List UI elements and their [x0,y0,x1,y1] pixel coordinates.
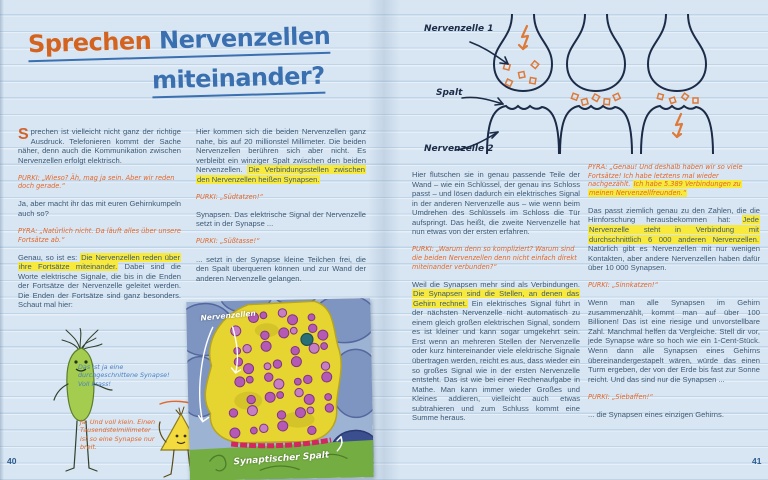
highlighted-text: Ich habe 5.389 Verbindungen zu meinen Nervenzellfreunden.“ [589,180,741,197]
paragraph: Synapsen. Das elektrische Signal der Nervenzelle setzt in der Synapse ... [196,209,366,229]
paragraph-text: Hier kommen sich die beiden Nervenzellen ganz nahe, bis auf 20 millionstel Millimeter. Die beiden Nervenzellen berühren sich aber nicht. Es verbleibt ein winziger Spalt zwischen den beiden Nervenzellen. [196,127,366,175]
dialogue-purki: PURKI: „Siebaffen!“ [588,392,653,401]
title-word-miteinander: miteinander? [152,62,326,99]
left-column-2 [196,127,366,292]
dialogue-purki: PURKI: „Warum denn so kompliziert? Warum sind die beiden Nervenzellen denn nicht einfach direkt miteinander verbunden?“ [412,245,577,271]
dialogue-purki: PURKI: „Sinnkatzen!“ [588,281,658,290]
diagram-label-spalt: Spalt [436,88,463,98]
paragraph: ... die Synapsen eines einzigen Gehirns. [588,409,724,419]
left-column-1 [18,127,181,318]
dialogue-pyra [588,163,760,197]
diagram-label-nervenzelle-2: Nervenzelle 2 [424,144,494,154]
dialogue-purki: PURKI: „Wieso? Äh, mag ja sein. Aber wir reden doch gerade.“ [18,173,175,191]
title-word-nervenzellen: Nervenzellen [158,21,331,55]
dialogue-text: PYRA: „Genau! Und deshalb haben wir so viele Fortsätze! Ich habe letztens mal wieder nachgezählt. [588,163,743,189]
synapse-micrograph [186,298,374,480]
dialogue-purki: PURKI: „Südtatzen!“ [196,192,263,201]
right-column-2 [588,163,760,428]
paragraph-text: Das passt ziemlich genau zu den Zahlen, die die Hirnforschung herausbekommen hat: [588,205,760,225]
paragraph: ... setzt in der Synapse kleine Teilchen frei, die den Spalt überqueren können und zur Wand der anderen Nervenzelle gelangen. [196,254,366,283]
highlighted-text: Jede Nervenzelle steht in Verbindung mit durchschnittlich 6 000 anderen Nervenzellen. [589,215,759,244]
paragraph [412,280,580,423]
title-word-sprechen: Sprechen [27,26,152,59]
photo-label-nervenzellen: Nervenzellen [200,308,257,323]
paragraph-text: Dabei sind die Worte elektrische Signale, die bis in die Enden der Fortsätze der Nervenzelle geleitet werden. Die Enden der Fortsätze sind ganz besonders. Schaut mal hier: [18,262,181,310]
paragraph-text: prechen ist vielleicht nicht ganz der richtige Ausdruck. Telefonieren kommt der Sache näher, denn auch die Kommunikation zwischen Nervenzellen erfolgt elektrisch. [18,127,181,165]
drop-cap: S [18,126,29,143]
paragraph: Hier flutschen sie in genau passende Teile der Wand – wie ein Schlüssel, der genau ins Schloss passt – und lösen dadurch ein elektrisches Signal in der anderen Nervenzelle aus – wie wenn beim Umdrehen des Schlüssels im Schloss die Tür aufspringt. Das heißt, die zweite Nervenzelle hat nun etwas von der ersten erfahren. [412,170,580,237]
page-title-line2 [151,61,326,96]
paragraph [18,127,181,165]
green-neuron-character [42,328,122,476]
speech-bubble-yellow: Ja. Und voll klein. Einen Tausendstelmillimeter ist so eine Synapse nur breit. [80,418,156,452]
highlighted-text: Die Verbindungsstellen zwischen den Nervenzellen heißen Synapsen. [197,165,365,184]
highlighted-text: Die Nervenzellen reden über ihre Fortsätze miteinander. [19,252,181,272]
dialogue-purki: PURKI: „Süßtasse!“ [196,237,260,246]
paragraph [18,253,181,310]
page-title-line1 [27,21,331,59]
paragraph-text: Ein elektrisches Signal führt in der nächsten Nervenzelle nicht automatisch zu einem gleich großen elektrischen Signal, sondern es ist kleiner und kann sogar umgekehrt sein. Erst wenn an mehreren Stellen der Nervenzelle oder kurz hintereinander viele elektrische Signale übertragen werden, reicht es aus, dass wieder ein so großes Signal wie in der ersten Nervenzelle entsteht. Das ist wie bei einer Rechenaufgabe in Mathe. Man kann immer wieder Großes und Kleines addieren, vielleicht auch etwas subtrahieren und zum Schluss kommt eine Summe heraus. [412,298,581,423]
dialogue-pyra: PYRA: „Natürlich nicht. Da läuft alles über unsere Fortsätze ab.“ [18,226,181,244]
page-number-right: 41 [752,456,762,466]
paragraph-text: Genau, so ist es: [18,252,81,262]
book-fold [368,0,400,480]
paragraph [588,206,760,273]
paragraph [196,127,366,184]
paragraph-text: Weil die Synapsen mehr sind als Verbindungen. [412,279,580,289]
paragraph-text: Natürlich gibt es Nervenzellen mit nur wenigen Kontakten, aber andere Nervenzellen haben dafür über 10 000 Synapsen. [588,244,760,273]
photo-label-synaptischer-spalt: Synaptischer Spalt [233,450,330,468]
right-column-1 [412,170,580,431]
page-edge [0,0,4,480]
page-number-left: 40 [7,456,17,466]
mitochondrion [301,333,313,345]
paragraph: Ja, aber macht ihr das mit euren Gehirnkumpeln auch so? [18,199,181,218]
highlighted-text: Die Synapsen sind die Stellen, an denen das Gehirn rechnet. [413,289,579,308]
speech-bubble-green: Das ist ja eine durchgeschnittene Synapse! Voll krass! [78,363,170,388]
micrograph-image [186,298,374,480]
paragraph: Wenn man alle Synapsen im Gehirn zusammenzählt, kommt man auf über 100 Billionen! Das ist eine riesige und unvorstellbare Zahl. Manchmal helfen da Vergleiche. Stell dir vor, jede Synapse wäre so hoch wie ein 1-Cent-Stück. Wenn dann alle Synapsen eines Gehirns übereinandergestapelt wären, würde das einen Turm ergeben, der von der Erde bis fast zur Sonne reicht. Und das sind nur die Synapsen ... [588,298,760,384]
diagram-label-nervenzelle-1: Nervenzelle 1 [424,24,494,34]
